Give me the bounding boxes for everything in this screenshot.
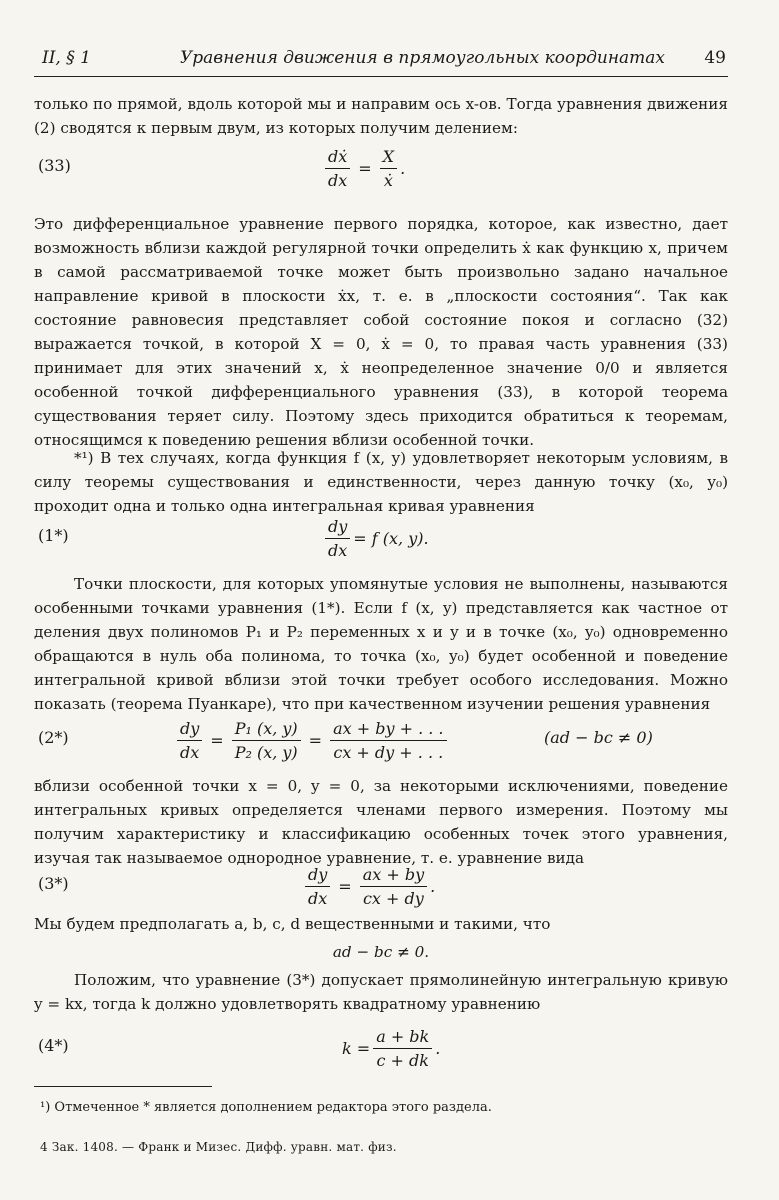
equation-4-rhs-num: a + bk [373, 1027, 432, 1049]
equation-3-rhs-num: ax + by [360, 865, 427, 887]
equation-1-lhs [325, 517, 350, 560]
equation-2-star: (2*) $\frac{dy}{dx}$ = $\frac{\text{P₁ (x, y)}}{\text{P₂ (x, y)}}$ = $\frac{ax + by + . . .}{cx + dy + . . .}$ (ad − bc ≠ 0) [38, 718, 653, 762]
paragraph-4 [34, 572, 728, 716]
printer-imprint: 4 Зак. 1408. — Франк и Мизес. Дифф. уравн. мат. физ. [40, 1140, 397, 1154]
equation-4-star [34, 1018, 728, 1078]
equation-33-rhs-den: ẋ [383, 170, 393, 190]
equation-1-star [34, 508, 728, 568]
equation-33-label: (33) [38, 156, 71, 175]
equation-2-mid-den: P₂ (x, y) [234, 742, 298, 762]
equation-3-rhs [360, 865, 427, 908]
equation-4-rhs [373, 1027, 432, 1070]
equation-3-tail: . [430, 876, 436, 896]
equation-2-mid-num: P₁ (x, y) [232, 719, 301, 741]
paragraph-6 [34, 912, 728, 936]
equation-33-rhs [380, 147, 397, 190]
equation-33-lhs [325, 147, 350, 190]
equation-3-lhs-den: dx [308, 888, 328, 908]
condition-line-text: ad − bc ≠ 0. [332, 943, 430, 961]
equation-2-label: (2*) [38, 728, 69, 747]
equation-3-lhs [305, 865, 330, 908]
equation-2-lhs-den: dx [180, 742, 200, 762]
equation-2-condition: (ad − bc ≠ 0) [544, 728, 653, 747]
page-number: 49 [704, 48, 726, 68]
equation-1-lhs-den: dx [328, 540, 348, 560]
paragraph-2 [34, 212, 728, 452]
equation-4-label: (4*) [38, 1036, 69, 1055]
equation-4-lhs: k = [342, 1038, 371, 1058]
equation-3-star: (3*) $\frac{dy}{dx}$ = $\frac{ax + by}{cx + dy}$ . [38, 864, 436, 908]
equation-1-rhs: = f (x, y). [353, 528, 429, 548]
paragraph-7-text: Положим, что уравнение (3*) допускает прямолинейную интегральную кривую y = kx, тогда k должно удовлетворять квадратному уравнению [34, 971, 728, 1013]
paragraph-6-text: Мы будем предполагать a, b, c, d вещественными и такими, что [34, 915, 551, 933]
equation-1-lhs-num: dy [325, 517, 350, 539]
equation-33-lhs-num: dẋ [325, 147, 350, 169]
condition-line [34, 940, 728, 964]
paragraph-5-text: вблизи особенной точки x = 0, y = 0, за некоторыми исключениями, поведение интегральных кривых определяется членами первого измерения. Поэтому мы получим характеристику и классификацию особенных точек этого уравнения, изучая так называемое однородное уравнение, т. е. уравнение вида [34, 777, 728, 867]
paragraph-7 [34, 968, 728, 1016]
section-ref: II, § 1 [42, 48, 91, 68]
paragraph-1 [34, 92, 728, 140]
footnote: ¹) Отмеченное * является дополнением редактора этого раздела. [40, 1100, 492, 1115]
paragraph-4-text: Точки плоскости, для которых упомянутые условия не выполнены, называются особенными точками уравнения (1*). Если f (x, y) представляется как частное от деления двух полиномов P₁ и P₂ переменных x и y и в точке (x₀, y₀) одновременно обращаются в нуль оба полинома, то точка (x₀, y₀) будет особенной и поведение интегральной кривой вблизи этой точки требует особого исследования. Можно показать (теорема Пуанкаре), что при качественном изучении решения уравнения [34, 575, 728, 713]
paragraph-1-text: только по прямой, вдоль которой мы и направим ось x-ов. Тогда уравнения движения (2) сводятся к первым двум, из которых получим делением: [34, 95, 728, 137]
header-title: Уравнения движения в прямоугольных координатах [180, 48, 665, 68]
paragraph-2-text: Это дифференциальное уравнение первого порядка, которое, как известно, дает возможность вблизи каждой регулярной точки определить ẋ как функцию x, причем в самой рассматриваемой точке может быть произвольно задано начальное направление кривой в плоскости ẋx, т. е. в „плоскости состояния“. Так как состояние равновесия представляет собой состояние покоя и согласно (32) выражается точкой, в которой X = 0, ẋ = 0, то правая часть уравнения (33) принимает для этих значений x, ẋ неопределенное значение 0/0 и является особенной точкой дифференциального уравнения (33), в которой теорема существования теряет силу. Поэтому здесь приходится обратиться к теоремам, относящимся к поведению решения вблизи особенной точки. [34, 215, 728, 449]
equation-33: (33) $\frac{\text{dẋ}}{dx}$ = $\frac{X}{\text{ẋ}}$ . [38, 146, 406, 190]
equation-2-lhs-num: dy [177, 719, 202, 741]
running-header [34, 48, 728, 72]
equation-33-rhs-num: X [380, 147, 397, 169]
equation-2-lhs [177, 719, 202, 762]
equation-33-lhs-den: dx [328, 170, 348, 190]
equation-2-rhs-den: cx + dy + . . . [333, 742, 444, 762]
equation-2-rhs-num: ax + by + . . . [330, 719, 446, 741]
equation-4-rhs-den: c + dk [376, 1050, 429, 1070]
equation-3-rhs-den: cx + dy [362, 888, 424, 908]
equation-4-tail: . [435, 1038, 441, 1058]
paragraph-3-text: *¹) В тех случаях, когда функция f (x, y) удовлетворяет некоторым условиям, в силу теоремы существования и единственности, через данную точку (x₀, y₀) проходит одна и только одна интегральная кривая уравнения [34, 449, 728, 515]
equation-3-label: (3*) [38, 874, 69, 893]
footnote-rule [34, 1086, 212, 1087]
equation-33-tail: . [400, 158, 406, 178]
equation-3-lhs-num: dy [305, 865, 330, 887]
equation-2-rhs [330, 719, 446, 762]
equation-1-label: (1*) [38, 526, 69, 545]
equation-2-mid [232, 719, 301, 762]
header-rule [34, 76, 728, 77]
